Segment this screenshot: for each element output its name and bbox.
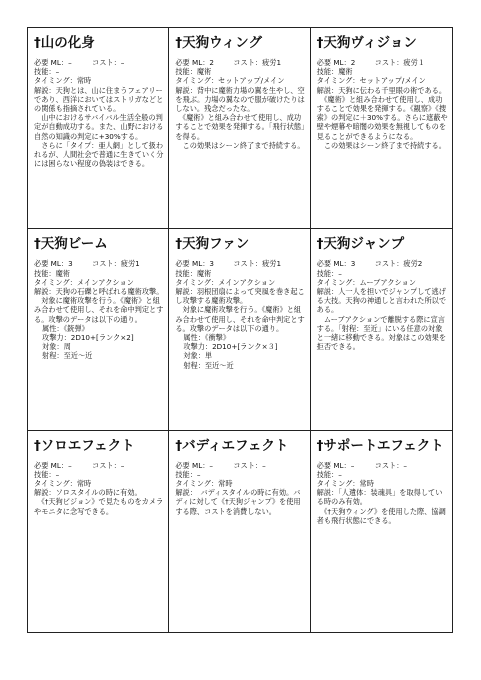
timing-label: タイミング： (34, 277, 77, 287)
card-title: †天狗ファン (175, 236, 250, 253)
ml-value: 3 (209, 259, 214, 269)
description-paragraph: 解説：「人遺体：装魂具」を取得している時のみ有効。 (316, 488, 443, 507)
skill-label: 技能： (34, 268, 56, 278)
skill-value: – (55, 469, 60, 479)
cost-value: 疲労2 (403, 259, 423, 269)
skill-row (317, 470, 448, 479)
timing-value: セットアップ/メイン (359, 76, 426, 86)
description-paragraph: この効果はシーン終了まで持続する。 (175, 140, 305, 150)
attack-data-line: 攻撃力：2D10+[ランク×３] (183, 342, 278, 352)
attack-data-line: 射程：至近～近 (183, 360, 234, 370)
timing-row (175, 479, 305, 488)
attack-data-line: 属性：《衝撃》 (183, 332, 231, 342)
description-paragraph: さらに「タイプ：亜人網」として扱われるが、人間社会で普通に生きていく分には困らない程度の偽装はできる。 (34, 140, 164, 169)
skill-row (317, 269, 448, 278)
skill-card (311, 28, 452, 229)
card-title: †天狗ヴィジョン (316, 35, 417, 51)
ml-value: 2 (350, 58, 356, 67)
skill-label: 技能： (34, 469, 56, 479)
timing-row (34, 479, 164, 488)
timing-value: 常時 (76, 76, 92, 86)
description-paragraph: 解説：天狗の石礫と呼ばれる魔術攻撃。 (34, 286, 164, 296)
timing-label: タイミング： (175, 479, 219, 489)
ml-cost-row (34, 461, 164, 470)
ml-cost-row (317, 461, 448, 470)
ml-label: 必要 ML： (316, 58, 351, 67)
description (34, 287, 164, 361)
description (317, 488, 448, 525)
description-paragraph: 《†天狗ビジョン》で見たものをカメラやモニタに念写できる。 (34, 497, 164, 516)
ml-label: 必要 ML： (175, 259, 210, 269)
timing-label: タイミング： (175, 277, 219, 287)
card-sheet (27, 27, 453, 633)
timing-label: タイミング： (175, 76, 219, 86)
skill-label: 技能： (316, 67, 339, 77)
description (34, 488, 164, 516)
ml-value: 3 (350, 259, 356, 269)
attack-data-line: 対象：周 (42, 342, 71, 352)
description (175, 488, 305, 516)
description-paragraph: 《魔術》と組み合わせて使用し、成功することで効果を発揮する。《観察》《捜索》の判定に＋30%する。さらに遮蔽や壁や煙幕や暗闇の効果を無視してものを見ることができるようになる。 (316, 94, 448, 141)
skill-row (175, 67, 305, 76)
description-paragraph: 解説：背中に魔術力場の翼を生やし、空を飛ぶ。力場の翼なので服が破けたりはしない。残念だったな。 (175, 85, 305, 114)
ml-value: – (350, 460, 355, 470)
skill-row (34, 269, 164, 278)
cost-value: 疲労1 (262, 259, 282, 269)
ml-cost-row (317, 259, 448, 268)
ml-cost-row (34, 259, 164, 268)
skill-card (311, 229, 452, 430)
skill-label: 技能： (175, 67, 197, 77)
timing-row (34, 76, 164, 85)
skill-card (169, 28, 310, 229)
card-title: †山の化身 (34, 35, 95, 51)
timing-value: 常時 (218, 479, 233, 489)
cost-value: – (120, 58, 125, 67)
card-title: †天狗ジャンプ (316, 236, 405, 253)
skill-value: 魔術 (55, 268, 70, 278)
ml-cost-row (317, 58, 448, 67)
skill-row (175, 269, 305, 278)
ml-cost-row (175, 461, 305, 470)
description-paragraph: 解説：天狗に伝わる千里眼の術である。 (316, 85, 447, 95)
ml-cost-row (175, 58, 305, 67)
cost-label: コスト： (233, 460, 263, 470)
attack-data-line: 対象：単 (183, 351, 213, 361)
skill-value: 魔術 (196, 67, 212, 77)
ml-label: 必要 ML： (34, 259, 69, 269)
ml-value: – (68, 58, 72, 67)
ml-label: 必要 ML： (175, 460, 210, 470)
skill-value: – (55, 67, 60, 77)
description-paragraph: 《魔術》と組み合わせて使用し、成功することで効果を発揮する。「飛行状態」を得る。 (175, 113, 305, 141)
description-paragraph: 《†天狗ウィング》を使用した際、協調者も飛行状態にできる。 (316, 506, 446, 525)
ml-cost-row (175, 259, 305, 268)
cost-label: コスト： (374, 259, 404, 269)
timing-row (317, 479, 448, 488)
skill-value: 魔術 (196, 268, 212, 278)
card-title: †バディエフェクト (175, 437, 289, 454)
card-title: †天狗ビーム (34, 236, 108, 253)
timing-row (175, 76, 305, 85)
description-paragraph: 解説：人一人を担いでジャンプして逃げる大技。天狗の神通しと言われた所以である。 (316, 286, 447, 315)
attack-data-line: 射程：至近～近 (42, 351, 93, 361)
card-title: †ソロエフェクト (34, 437, 135, 454)
timing-label: タイミング： (316, 479, 360, 489)
cost-label: コスト： (374, 460, 404, 470)
description-paragraph: 対象に魔術攻撃を行う。《魔術》と組み合わせて使用し、それを命中判定とする。攻撃のデータは以下の通り。 (34, 296, 164, 324)
ml-value: 3 (68, 259, 73, 269)
cost-value: – (262, 460, 266, 470)
timing-row (34, 278, 164, 287)
skill-card (311, 431, 452, 632)
skill-label: 技能： (34, 67, 56, 77)
ml-value: – (68, 460, 72, 470)
ml-value: 2 (209, 58, 214, 67)
skill-row (34, 470, 164, 479)
card-title: †サポートエフェクト (316, 437, 444, 454)
description-paragraph: ムーブアクションで離脱する際に宣言する。「射程：至近」にいる任意の対象と一緒に移動できる。対象はこの効果を拒否できる。 (316, 314, 447, 352)
ml-cost-row (34, 58, 164, 67)
timing-value: メインアクション (218, 277, 276, 287)
skill-label: 技能： (316, 268, 339, 278)
ml-label: 必要 ML： (316, 259, 351, 269)
cost-label: コスト： (233, 58, 263, 67)
timing-value: 常時 (359, 479, 374, 489)
skill-row (175, 470, 305, 479)
skill-label: 技能： (316, 469, 339, 479)
timing-label: タイミング： (34, 479, 77, 489)
description-paragraph: 解説：天狗とは、山に住まうフェアリーであり、西洋においてはストリガなどとの関係も指摘されている。 (34, 85, 164, 114)
timing-label: タイミング： (316, 76, 360, 86)
skill-row (34, 67, 164, 76)
skill-value: – (338, 469, 342, 479)
skill-card (28, 431, 169, 632)
skill-label: 技能： (175, 268, 197, 278)
attack-data-line: 属性：《銃弾》 (42, 323, 89, 333)
cost-label: コスト： (92, 460, 121, 470)
timing-row (175, 278, 305, 287)
timing-label: タイミング： (34, 76, 77, 86)
description-paragraph: この効果はシーン終了まで持続する。 (316, 140, 446, 150)
skill-card (169, 431, 310, 632)
card-title: †天狗ウィング (175, 35, 262, 51)
timing-value: メインアクション (76, 277, 134, 287)
description-paragraph: 山中におけるサバイバル生活全般の判定が自動成功する。また、山野における自然の知識の判定に+30%する。 (34, 113, 164, 141)
description-paragraph: 解説：羽根団扇によって突風を巻き起こし攻撃する魔術攻撃。 (175, 286, 305, 306)
cost-label: コスト： (92, 259, 121, 269)
description (175, 287, 305, 370)
description-paragraph: 対象に魔術攻撃を行う。《魔術》と組み合わせて使用し、それを命中判定とする。攻撃のデータは以下の通り。 (175, 305, 305, 333)
description (175, 86, 305, 150)
timing-row (317, 278, 448, 287)
cost-value: 疲労１ (403, 58, 425, 67)
cost-value: – (120, 460, 125, 470)
cost-value: – (403, 460, 408, 470)
skill-label: 技能： (175, 469, 197, 479)
skill-row (317, 67, 448, 76)
ml-label: 必要 ML： (34, 460, 69, 470)
skill-value: – (338, 268, 342, 278)
skill-card (169, 229, 310, 430)
skill-value: – (196, 469, 201, 479)
attack-data-line: 攻撃力：2D10+[ランク×2] (42, 332, 134, 342)
description (317, 287, 448, 351)
timing-row (317, 76, 448, 85)
ml-label: 必要 ML： (175, 58, 210, 67)
timing-value: ムーブアクション (359, 277, 416, 287)
description-paragraph: 解説：ソロスタイルの時に有効。 (34, 488, 142, 498)
cost-label: コスト： (92, 58, 121, 67)
skill-card (28, 229, 169, 430)
cost-value: 疲労1 (120, 259, 140, 269)
ml-label: 必要 ML： (316, 460, 351, 470)
timing-value: 常時 (76, 479, 92, 489)
timing-label: タイミング： (316, 277, 360, 287)
ml-label: 必要 ML： (34, 58, 69, 67)
description-paragraph: 解説： バディスタイルの時に有効。バディに対して《†天狗ジャンプ》を使用する際、コストを消費しない。 (175, 488, 301, 516)
cost-label: コスト： (233, 259, 263, 269)
skill-value: 魔術 (338, 67, 353, 77)
ml-value: – (209, 460, 213, 470)
skill-card (28, 28, 169, 229)
cost-value: 疲労1 (262, 58, 282, 67)
cost-label: コスト： (374, 58, 404, 67)
description (34, 86, 164, 169)
description (317, 86, 448, 150)
timing-value: セットアップ/メイン (218, 76, 285, 86)
